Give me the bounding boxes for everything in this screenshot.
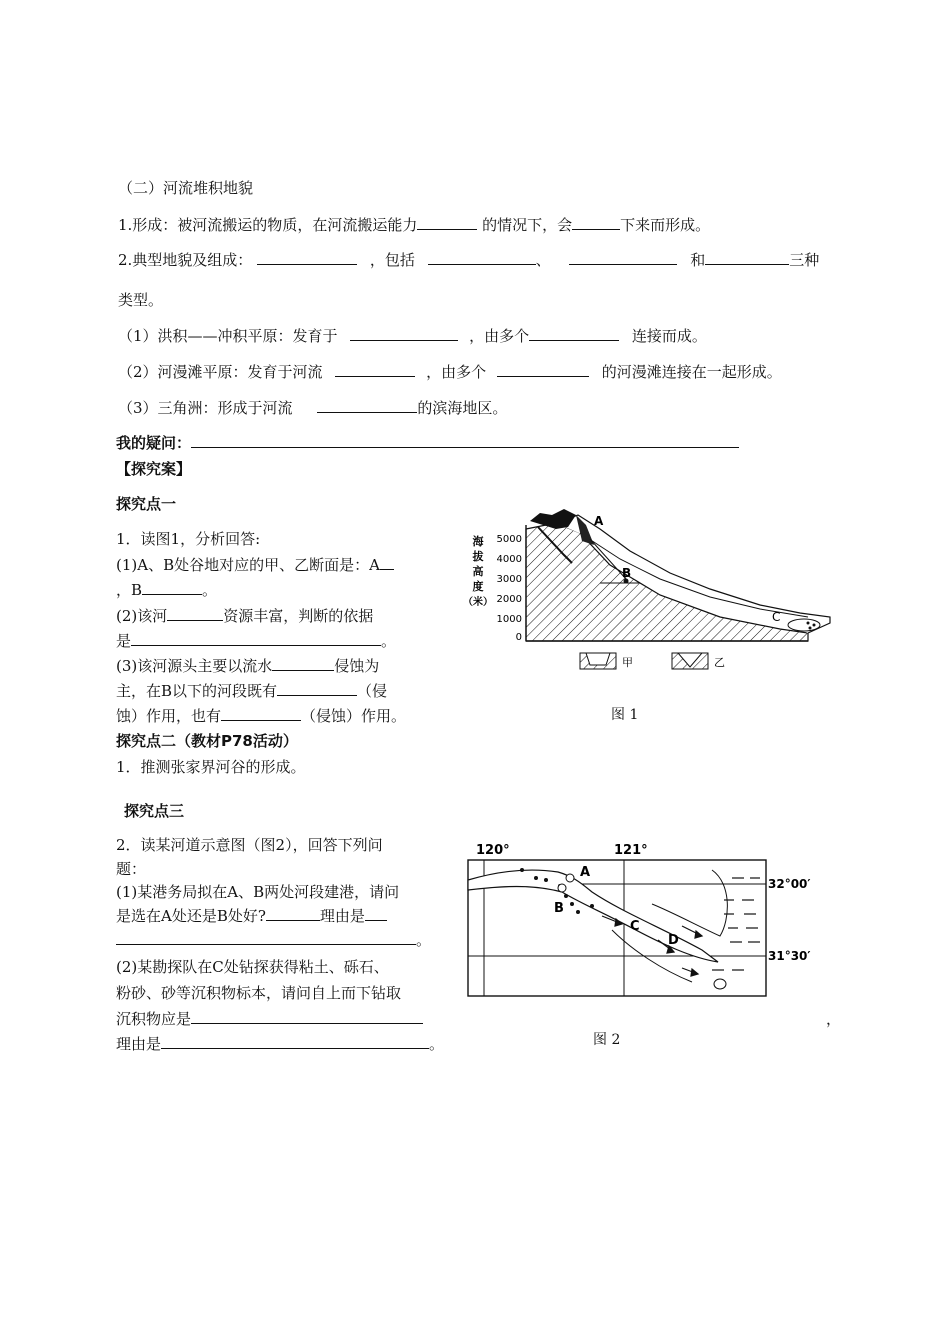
line-formation: 1.形成：被河流搬运的物质，在河流搬运能力 的情况下，会 下来而形成。 bbox=[118, 216, 711, 234]
fig1-label-a: A bbox=[594, 514, 604, 528]
p3-q2a: (1)某港务局拟在A、B两处河段建港，请问 bbox=[116, 883, 400, 901]
p2-q1: 1．推测张家界河谷的形成。 bbox=[116, 758, 306, 776]
fig1-label-b: B bbox=[622, 566, 632, 580]
lon-121: 121° bbox=[614, 843, 648, 858]
fig2-label-a: A bbox=[580, 865, 591, 880]
p3-q2b: (2)某勘探队在C处钻探获得粘土、砾石、 bbox=[116, 958, 389, 976]
blank[interactable] bbox=[167, 606, 223, 621]
line-floodplain: （2）河漫滩平原：发育于河流 ，由多个 的河漫滩连接在一起形成。 bbox=[118, 363, 782, 381]
blank[interactable] bbox=[221, 706, 301, 721]
lat-3200: 32°00′ bbox=[768, 877, 811, 891]
p1-q1b: (2)该河 资源丰富，判断的依据 bbox=[116, 607, 374, 625]
fig2-label-b: B bbox=[554, 901, 564, 916]
question-line: 我的疑问： bbox=[116, 433, 739, 453]
point2-title: 探究点二（教材P78活动） bbox=[116, 732, 298, 750]
legend-yi: 乙 bbox=[714, 656, 725, 669]
line-delta: （3）三角洲：形成于河流 的滨海地区。 bbox=[118, 399, 508, 417]
blank[interactable] bbox=[272, 656, 334, 671]
blank[interactable] bbox=[266, 906, 320, 921]
fig1-label-c: C bbox=[772, 610, 781, 624]
blank[interactable] bbox=[335, 362, 415, 377]
figure-1-caption: 图 1 bbox=[611, 707, 639, 723]
p3-q2b-3: 沉积物应是 bbox=[116, 1009, 423, 1029]
ylabel-char: 海 bbox=[472, 535, 484, 548]
ylabel-char: （米） bbox=[463, 597, 493, 608]
line-types: 类型。 bbox=[118, 291, 164, 309]
point3-title: 探究点三 bbox=[124, 802, 185, 820]
p3-q2a-2: 是选在A处还是B处好? 理由是 bbox=[116, 906, 387, 926]
p1-q1b-2: 是 。 bbox=[116, 632, 397, 650]
line-landforms: 2.典型地貌及组成： ，包括 、 和 三种 bbox=[118, 251, 820, 269]
blank[interactable] bbox=[257, 250, 357, 265]
blank[interactable] bbox=[161, 1034, 429, 1049]
blank[interactable] bbox=[277, 681, 357, 696]
blank[interactable] bbox=[417, 215, 477, 230]
legend-jia: 甲 bbox=[622, 656, 633, 669]
figure-2-caption: 图 2 bbox=[593, 1032, 621, 1048]
tick-label: 0 bbox=[515, 632, 522, 643]
blank[interactable] bbox=[317, 398, 417, 413]
p1-q1: 1．读图1，分析回答: bbox=[116, 530, 261, 548]
blank[interactable] bbox=[497, 362, 589, 377]
p3-q2b-4: 理由是 。 bbox=[116, 1035, 445, 1053]
p3-q2: 2．读某河道示意图（图2），回答下列问 bbox=[116, 836, 383, 854]
fig2-label-d: D bbox=[668, 933, 679, 948]
blank[interactable] bbox=[572, 215, 620, 230]
tick-label: 3000 bbox=[496, 574, 522, 585]
point1-title: 探究点一 bbox=[116, 495, 177, 513]
blank[interactable] bbox=[428, 250, 536, 265]
blank[interactable] bbox=[380, 555, 394, 570]
tick-label: 1000 bbox=[496, 614, 522, 625]
ylabel-char: 度 bbox=[472, 580, 484, 593]
tick-label: 4000 bbox=[496, 554, 522, 565]
lat-3130: 31°30′ bbox=[768, 949, 811, 963]
figure-2-river-map bbox=[462, 840, 850, 1002]
question-blank[interactable] bbox=[191, 433, 739, 448]
figure-1-profile bbox=[460, 505, 850, 685]
blank[interactable] bbox=[191, 1009, 423, 1024]
blank[interactable] bbox=[131, 631, 381, 646]
p1-q1c-3: 蚀）作用，也有 （侵蚀）作用。 bbox=[116, 707, 407, 725]
p1-q1c: (3)该河源头主要以流水 侵蚀为 bbox=[116, 657, 380, 675]
lon-120: 120° bbox=[476, 843, 510, 858]
blank[interactable] bbox=[705, 250, 789, 265]
p1-q1c-2: 主，在B以下的河段既有 （侵 bbox=[116, 682, 388, 700]
p1-q1a: (1)A、B处谷地对应的甲、乙断面是：A bbox=[116, 555, 394, 575]
section-heading: （二）河流堆积地貌 bbox=[118, 179, 254, 197]
tick-label: 2000 bbox=[496, 594, 522, 605]
blank[interactable] bbox=[142, 580, 202, 595]
blank[interactable] bbox=[116, 930, 416, 945]
p3-q2a-3: 。 bbox=[116, 930, 431, 950]
fig2-label-c: C bbox=[630, 919, 640, 934]
blank[interactable] bbox=[569, 250, 677, 265]
blank[interactable] bbox=[365, 906, 387, 921]
blank[interactable] bbox=[529, 326, 619, 341]
p3-q2-2: 题： bbox=[116, 860, 147, 878]
line-alluvial: （1）洪积——冲积平原：发育于 ，由多个 连接而成。 bbox=[118, 327, 707, 345]
p3-comma: ， bbox=[826, 1010, 842, 1028]
p1-q1a-2: ，B 。 bbox=[116, 581, 218, 599]
explore-title: 【探究案】 bbox=[116, 460, 192, 478]
p3-q2b-2: 粉砂、砂等沉积物标本，请问自上而下钻取 bbox=[116, 984, 402, 1002]
tick-label: 5000 bbox=[496, 534, 522, 545]
ylabel-char: 高 bbox=[472, 565, 484, 578]
blank[interactable] bbox=[350, 326, 458, 341]
ylabel-char: 拔 bbox=[472, 550, 484, 563]
